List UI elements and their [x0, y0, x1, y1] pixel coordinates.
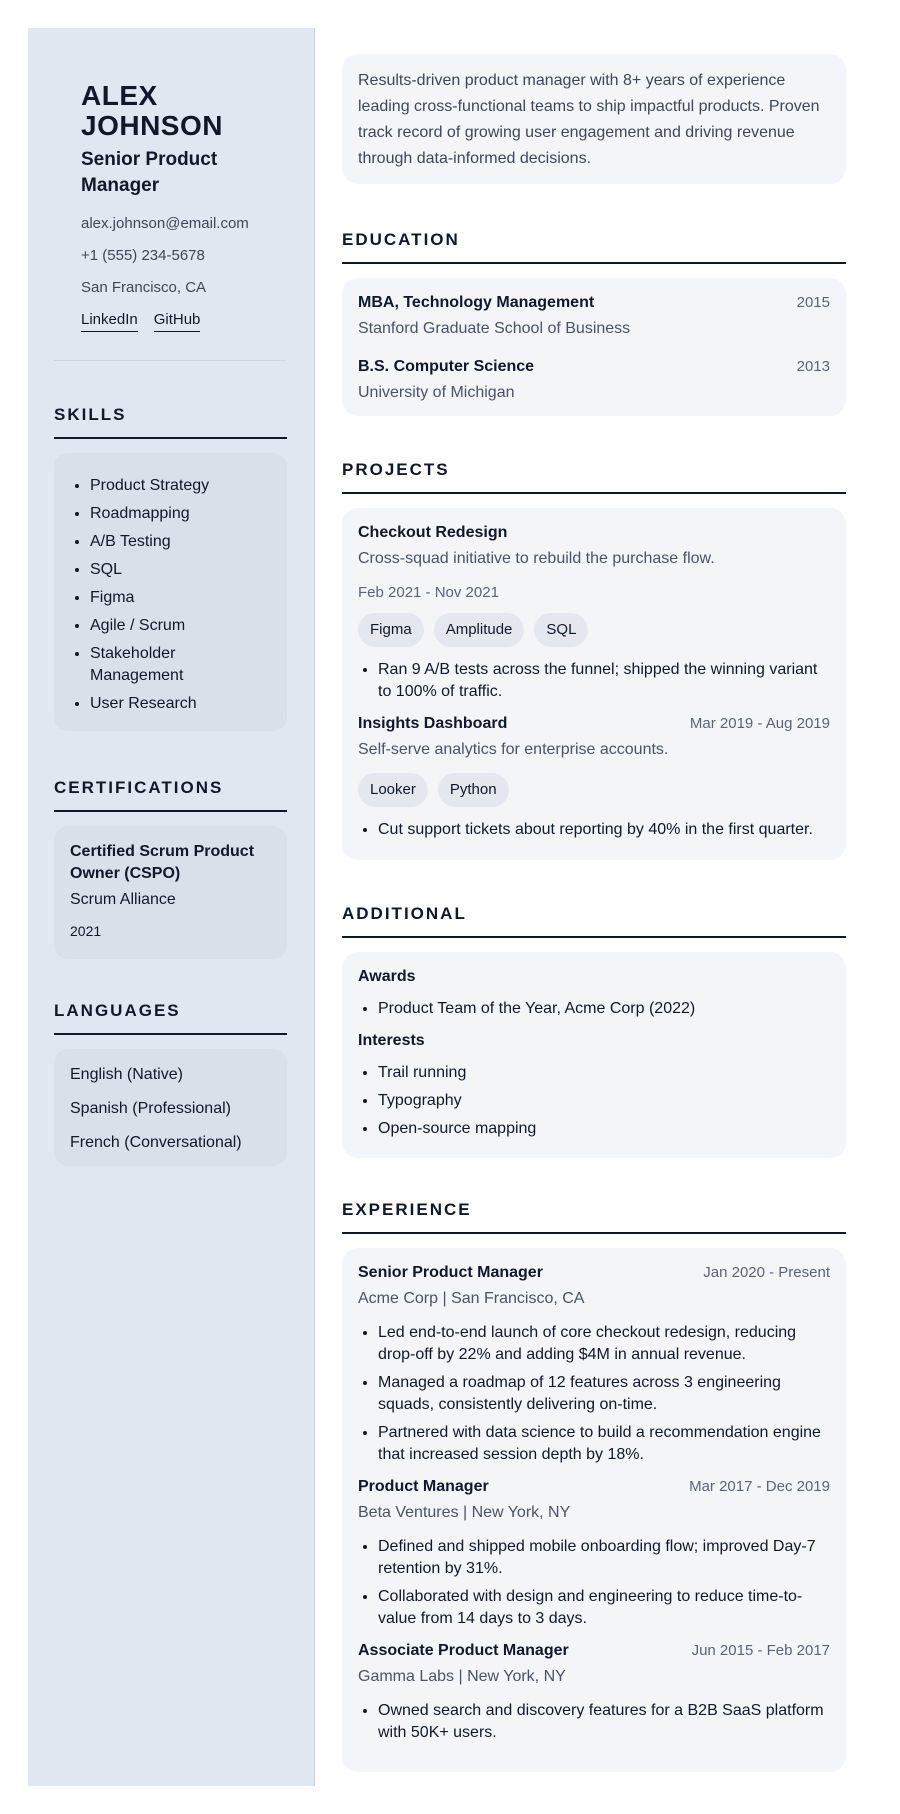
degree: B.S. Computer Science [358, 358, 535, 375]
tag-chip: Python [438, 773, 509, 807]
project-name: Insights Dashboard [358, 715, 508, 732]
github-link[interactable]: GitHub [154, 311, 201, 332]
project-dates: Mar 2019 - Aug 2019 [689, 715, 830, 732]
list-item: • Product Strategy [90, 475, 271, 497]
list-item: • Cut support tickets about reporting by 40% in the first quarter. [378, 819, 830, 841]
additional-card [342, 952, 846, 1158]
job-dates: Jun 2015 - Feb 2017 [691, 1642, 830, 1659]
list-item: • Defined and shipped mobile onboarding flow; improved Day-7 retention by 31%. [378, 1536, 830, 1580]
education-entry [358, 292, 830, 314]
project-description: Cross-squad initiative to rebuild the purchase flow. [358, 550, 715, 567]
tag-chip: Amplitude [434, 613, 525, 647]
project-description: Self-serve analytics for enterprise accounts. [358, 741, 669, 758]
school: Stanford Graduate School of Business [358, 320, 631, 337]
profile-links [81, 311, 200, 332]
project-header [358, 713, 830, 735]
list-item: • Roadmapping [90, 503, 271, 525]
certifications-heading: CERTIFICATIONS [54, 778, 287, 812]
contact-email[interactable]: alex.johnson@email.com [81, 215, 249, 232]
project-name: Checkout Redesign [358, 524, 508, 541]
list-item: • User Research [90, 693, 271, 715]
skills-heading: SKILLS [54, 405, 287, 439]
job-bullets [358, 1322, 830, 1466]
education-year: 2013 [796, 358, 830, 375]
additional-heading: ADDITIONAL [342, 904, 846, 938]
job-header [358, 1262, 830, 1284]
list-item: French (Conversational) [70, 1134, 242, 1151]
list-item: • Figma [90, 587, 271, 609]
school: University of Michigan [358, 384, 515, 401]
list-item: English (Native) [70, 1066, 183, 1083]
list-item: • Collaborated with design and engineering to reduce time-to-value from 14 days to 3 days. [378, 1586, 830, 1630]
contact-phone: +1 (555) 234-5678 [81, 247, 205, 264]
certification-org: Scrum Alliance [70, 891, 176, 908]
sidebar-divider [54, 360, 287, 361]
projects-card [342, 508, 846, 860]
tag-chip: Figma [358, 613, 424, 647]
tag-chip: SQL [534, 613, 588, 647]
degree: MBA, Technology Management [358, 294, 595, 311]
project-dates: Feb 2021 - Nov 2021 [358, 584, 499, 601]
skills-list [54, 453, 287, 735]
languages-card [54, 1049, 287, 1166]
list-item: • SQL [90, 559, 271, 581]
project-bullets [358, 659, 830, 703]
experience-card [342, 1248, 846, 1772]
list-item: • Owned search and discovery features for a B2B SaaS platform with 50K+ users. [378, 1700, 830, 1744]
list-item: Spanish (Professional) [70, 1100, 231, 1117]
list-item: • Managed a roadmap of 12 features across 3 engineering squads, consistently delivering on-time. [378, 1372, 830, 1416]
job-dates: Mar 2017 - Dec 2019 [689, 1478, 830, 1495]
tag-chip: Looker [358, 773, 428, 807]
list-item: • Product Team of the Year, Acme Corp (2022) [378, 998, 830, 1020]
project-bullets [358, 819, 830, 841]
projects-heading: PROJECTS [342, 460, 846, 494]
list-item: • A/B Testing [90, 531, 271, 553]
job-company: Beta Ventures | New York, NY [358, 1504, 571, 1521]
candidate-name: ALEX JOHNSON [81, 80, 223, 141]
job-dates: Jan 2020 - Present [703, 1264, 830, 1281]
certification-name: Certified Scrum Product Owner (CSPO) [70, 843, 255, 882]
job-header [358, 1640, 830, 1662]
linkedin-link[interactable]: LinkedIn [81, 311, 138, 332]
certification-year: 2021 [70, 923, 102, 939]
sidebar [28, 28, 315, 1786]
job-company: Gamma Labs | New York, NY [358, 1668, 566, 1685]
job-bullets [358, 1700, 830, 1744]
experience-heading: EXPERIENCE [342, 1200, 846, 1234]
summary-card [342, 54, 846, 184]
languages-heading: LANGUAGES [54, 1001, 287, 1035]
contact-location: San Francisco, CA [81, 279, 207, 296]
skills-card [54, 453, 287, 731]
education-heading: EDUCATION [342, 230, 846, 264]
list-item: • Typography [378, 1090, 830, 1112]
list-item: • Ran 9 A/B tests across the funnel; shipped the winning variant to 100% of traffic. [378, 659, 830, 703]
job-company: Acme Corp | San Francisco, CA [358, 1290, 585, 1307]
list-item: • Open-source mapping [378, 1118, 830, 1140]
job-title: Product Manager [358, 1478, 489, 1495]
list-item: • Partnered with data science to build a recommendation engine that increased session depth by 18%. [378, 1422, 830, 1466]
job-header [358, 1476, 830, 1498]
list-item: • Stakeholder Management [90, 643, 271, 687]
list-item: • Led end-to-end launch of core checkout redesign, reducing drop-off by 22% and adding $4M in annual revenue. [378, 1322, 830, 1366]
candidate-title: Senior Product Manager [81, 149, 218, 196]
certification-card [54, 826, 287, 959]
education-card [342, 278, 846, 416]
list-item: • Trail running [378, 1062, 830, 1084]
project-tags [358, 613, 830, 647]
job-title: Senior Product Manager [358, 1264, 543, 1281]
interests-label: Interests [358, 1032, 425, 1049]
awards-label: Awards [358, 968, 416, 985]
education-year: 2015 [796, 294, 830, 311]
job-bullets [358, 1536, 830, 1630]
job-title: Associate Product Manager [358, 1642, 569, 1659]
summary-text: Results-driven product manager with 8+ years of experience leading cross-functional teams to ship impactful products. Proven track record of growing user engagement and driving revenue through data-informed decisions. [358, 72, 820, 167]
awards-list [358, 998, 830, 1020]
education-entry [358, 356, 830, 378]
project-tags [358, 773, 830, 807]
interests-list [358, 1062, 830, 1140]
list-item: • Agile / Scrum [90, 615, 271, 637]
